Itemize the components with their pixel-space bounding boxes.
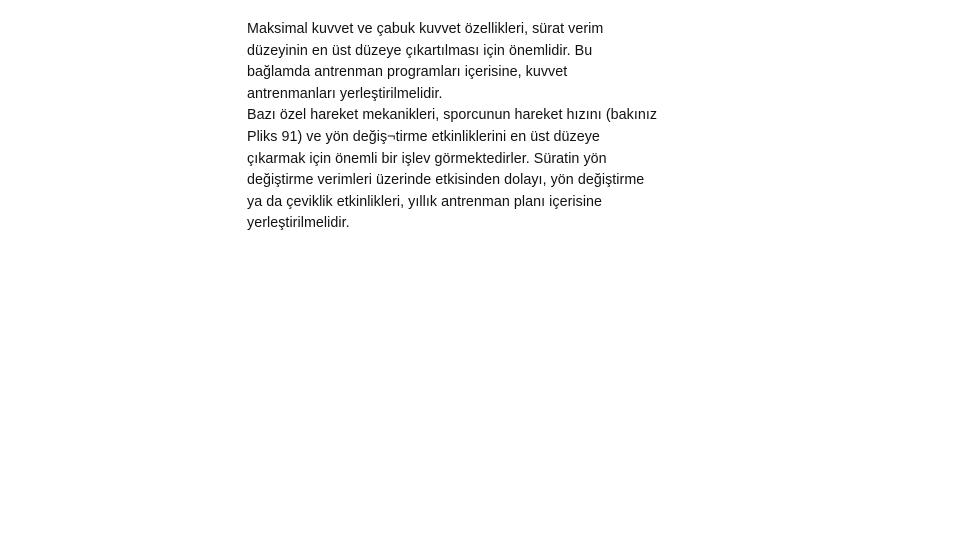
text-line: ya da çeviklik etkinlikleri, yıllık antrenman planı içerisine <box>247 193 603 210</box>
text-line: değiştirme verimleri üzerinde etkisinden dolayı, yön değiştirme <box>247 172 645 189</box>
text-line: düzeyinin en üst düzeye çıkartılması için önemlidir. Bu <box>247 42 593 59</box>
text-line: Bazı özel hareket mekanikleri, sporcunun hareket hızını (bakınız <box>247 107 658 124</box>
body-text <box>247 19 727 235</box>
text-line: Maksimal kuvvet ve çabuk kuvvet özellikleri, sürat verim <box>247 21 604 37</box>
paragraph-strength <box>247 19 727 105</box>
text-line: yerleştirilmelidir. <box>247 215 350 232</box>
text-line: antrenmanları yerleştirilmelidir. <box>247 85 443 102</box>
text-line: bağlamda antrenman programları içerisine, kuvvet <box>247 64 568 81</box>
text-line: Pliks 91) ve yön değiş¬tirme etkinliklerini en üst düzeye <box>247 128 600 145</box>
paragraph-agility <box>247 105 727 235</box>
text-line: çıkarmak için önemli bir işlev görmektedirler. Süratin yön <box>247 150 607 167</box>
